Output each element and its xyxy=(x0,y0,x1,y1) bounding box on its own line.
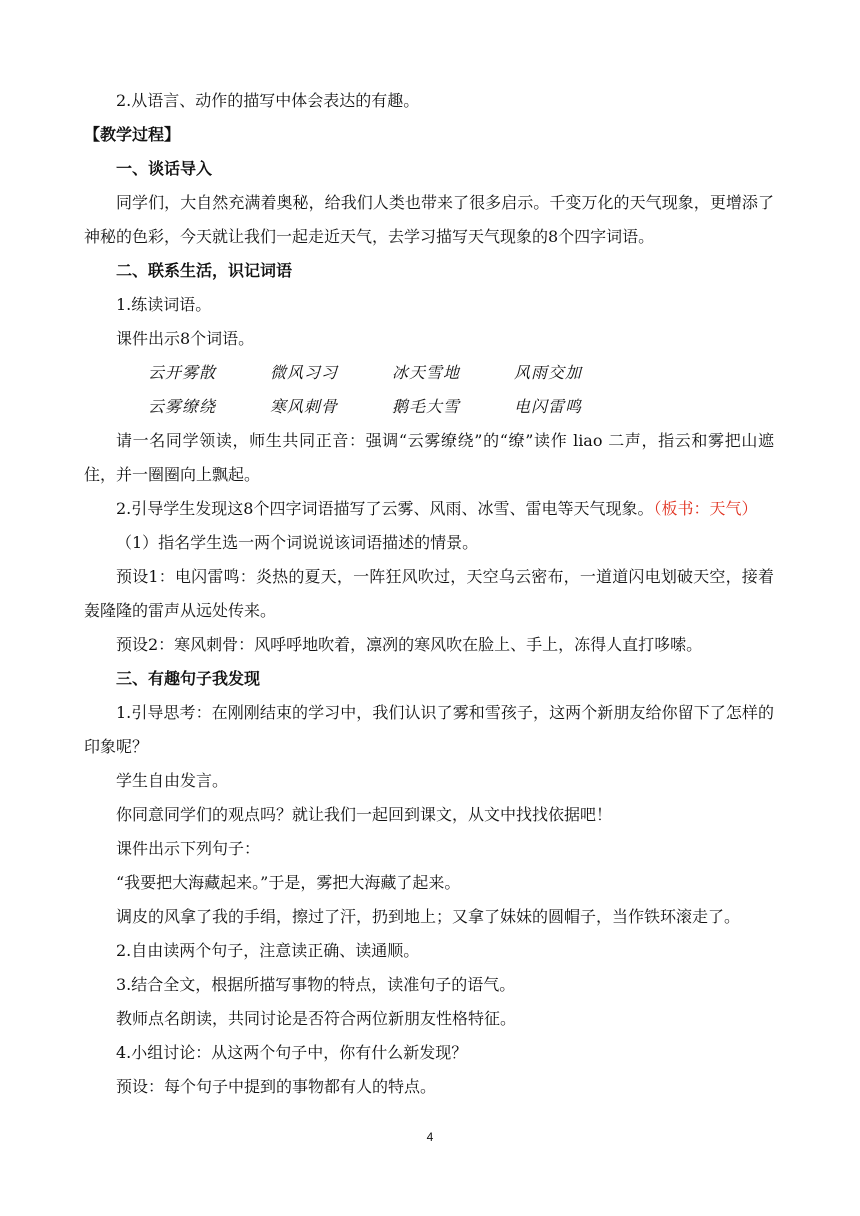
part2-preset2: 预设2：寒风刺骨：风呼呼地吹着，凛冽的寒风吹在脸上、手上，冻得人直打哆嗦。 xyxy=(116,635,703,654)
part3-heading: 三、有趣句子我发现 xyxy=(116,669,261,688)
vocab-word: 云开雾散 xyxy=(148,363,217,382)
part2-heading: 二、联系生活，识记词语 xyxy=(116,261,293,280)
part3-sentence1: “我要把大海藏起来。”于是，雾把大海藏了起来。 xyxy=(116,873,461,892)
document-body xyxy=(84,84,774,1104)
part2-step2 xyxy=(84,492,774,526)
part2-sub1: （1）指名学生选一两个词说说该词语描述的情景。 xyxy=(116,533,479,552)
vocab-word: 冰天雪地 xyxy=(392,363,461,382)
vocab-word: 风雨交加 xyxy=(514,363,583,382)
part3-courseware: 课件出示下列句子： xyxy=(116,839,261,858)
part3-agree: 你同意同学们的观点吗？就让我们一起回到课文，从文中找找依据吧！ xyxy=(116,805,613,824)
part3-sentence2: 调皮的风拿了我的手绢，擦过了汗，扔到地上；又拿了妹妹的圆帽子，当作铁环滚走了。 xyxy=(116,907,741,926)
vocab-row-1 xyxy=(84,356,774,390)
part1-text: 同学们，大自然充满着奥秘，给我们人类也带来了很多启示。千变万化的天气现象，更增添了神秘的色彩，今天就让我们一起走近天气，去学习描写天气现象的8个四字词语。 xyxy=(84,193,774,246)
part2-read-text: 请一名同学领读，师生共同正音：强调“云雾缭绕”的“缭”读作 liao 二声，指云和雾把山遮住，并一圈圈向上飘起。 xyxy=(84,431,774,484)
vocab-word: 鹅毛大雪 xyxy=(392,397,461,416)
objective-2: 2.从语言、动作的描写中体会表达的有趣。 xyxy=(116,91,420,110)
part3-step1: 1.引导思考：在刚刚结束的学习中，我们认识了雾和雪孩子，这两个新朋友给你留下了怎样的印象呢？ xyxy=(84,703,774,756)
vocab-word: 电闪雷鸣 xyxy=(514,397,583,416)
part3-teacher: 教师点名朗读，共同讨论是否符合两位新朋友性格特征。 xyxy=(116,1009,517,1028)
part3-free-speech: 学生自由发言。 xyxy=(116,771,229,790)
part3-step4: 4.小组讨论：从这两个句子中，你有什么新发现？ xyxy=(116,1043,468,1062)
part1-heading: 一、谈话导入 xyxy=(116,159,213,178)
vocab-word: 寒风刺骨 xyxy=(270,397,339,416)
part2-step2-text: 2.引导学生发现这8个四字词语描写了云雾、风雨、冰雪、雷电等天气现象。 xyxy=(116,499,654,518)
part3-step3: 3.结合全文，根据所描写事物的特点，读准句子的语气。 xyxy=(116,975,516,994)
part3-step2: 2.自由读两个句子，注意读正确、读通顺。 xyxy=(116,941,420,960)
section-title: 【教学过程】 xyxy=(84,125,181,144)
part3-preset: 预设：每个句子中提到的事物都有人的特点。 xyxy=(116,1077,437,1096)
page-number: 4 xyxy=(426,1130,434,1144)
part2-courseware: 课件出示8个词语。 xyxy=(116,329,255,348)
vocab-word: 云雾缭绕 xyxy=(148,397,217,416)
part2-step1: 1.练读词语。 xyxy=(116,295,212,314)
vocab-word: 微风习习 xyxy=(270,363,339,382)
vocab-row-2 xyxy=(84,390,774,424)
board-note: （板书：天气） xyxy=(653,499,758,518)
part2-preset1: 预设1：电闪雷鸣：炎热的夏天，一阵狂风吹过，天空乌云密布，一道道闪电划破天空，接着轰隆隆的雷声从远处传来。 xyxy=(84,567,774,620)
